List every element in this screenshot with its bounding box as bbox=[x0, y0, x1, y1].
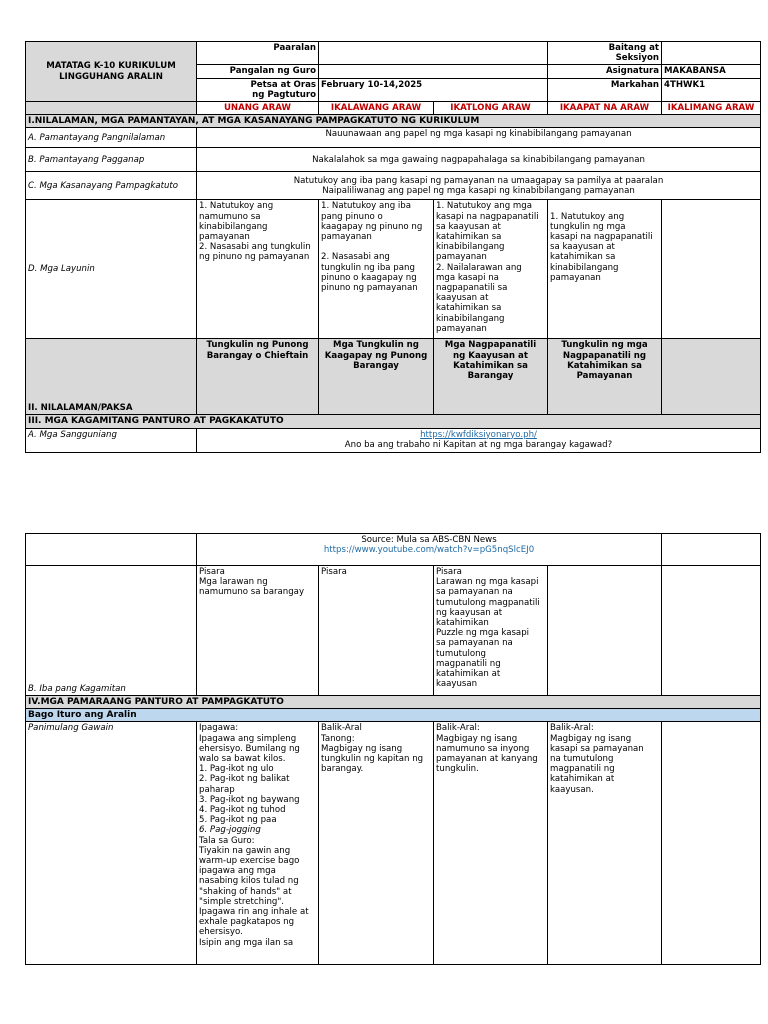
section-3-title: III. MGA KAGAMITANG PANTURO AT PAGKAKATUTO bbox=[26, 415, 761, 428]
guro-label: Pangalan ng Guro bbox=[197, 65, 319, 78]
day-5-header: IKALIMANG ARAW bbox=[662, 102, 761, 115]
lesson-plan-table-page1 bbox=[25, 41, 761, 453]
paksa-day-3: Mga Nagpapanatili ng Kaayusan at Katahimikan sa Barangay bbox=[434, 339, 548, 415]
kagamitan-day-5 bbox=[662, 566, 761, 696]
layunin-day-4: 1. Natutukoy ang tungkulin ng mga kasapi na nagpapanatili sa kaayusan at katahimikan sa kinabibilangang pamayanan bbox=[548, 200, 662, 339]
layunin-day-2: 1. Natutukoy ang iba pang pinuno o kaagapay ng pinuno ng pamayanan 2. Nasasabi ang tungkulin ng iba pang pinuno o kaagapay ng pinuno ng pamayanan bbox=[319, 200, 434, 339]
layunin-day-1: 1. Natutukoy ang namumuno sa kinabibilangang pamayanan 2. Nasasabi ang tungkulin ng pinuno ng pamayanan bbox=[197, 200, 319, 339]
header-title: MATATAG K-10 KURIKULUM LINGGUHANG ARALIN bbox=[26, 42, 197, 102]
pamantayang-pangnilalaman-value: Nauunawaan ang papel ng mga kasapi ng kinabibilangang pamayanan bbox=[197, 128, 761, 148]
iba-pang-kagamitan-label: B. Iba pang Kagamitan bbox=[26, 566, 197, 696]
layunin-label: D. Mga Layunin bbox=[26, 200, 197, 339]
kagamitan-day-4 bbox=[548, 566, 662, 696]
panimula-day-1 bbox=[197, 722, 319, 965]
panimulang-gawain-label: Panimulang Gawain bbox=[26, 722, 197, 965]
guro-value bbox=[319, 65, 548, 78]
pamantayang-pagganap-label: B. Pamantayang Pagganap bbox=[26, 148, 197, 172]
petsa-label: Petsa at Oras ng Pagtuturo bbox=[197, 78, 319, 101]
paksa-day-5 bbox=[662, 339, 761, 415]
kagamitan-day-2: Pisara bbox=[319, 566, 434, 696]
sanggunian-value bbox=[197, 428, 761, 452]
section-4-title: IV.MGA PAMARAANG PANTURO AT PAMPAGKATUTO bbox=[26, 696, 761, 709]
paaralan-value bbox=[319, 42, 548, 65]
panimula-day-1-jogging: 6. Pag-jogging bbox=[199, 825, 261, 836]
asignatura-value: MAKABANSA bbox=[662, 65, 761, 78]
paaralan-label: Paaralan bbox=[197, 42, 319, 65]
day-4-header: IKAAPAT NA ARAW bbox=[548, 102, 662, 115]
day-1-header: UNANG ARAW bbox=[197, 102, 319, 115]
panimula-day-4: Balik-Aral: Magbigay ng isang kasapi sa pamayanan na tumutulong magpanatili ng katahimikan at kaayusan. bbox=[548, 722, 662, 965]
markahan-value: 4THWK1 bbox=[662, 78, 761, 101]
source-text: Source: Mula sa ABS-CBN News bbox=[361, 535, 497, 545]
pamantayang-pagganap-value: Nakalalahok sa mga gawaing nagpapahalaga sa kinabibilangang pamayanan bbox=[197, 148, 761, 172]
panimula-day-2: Balik-Aral Tanong: Magbigay ng isang tungkulin ng kapitan ng barangay. bbox=[319, 722, 434, 965]
kasanayang-pampagkatuto-value: Natutukoy ang iba pang kasapi ng pamayanan na umaagapay sa pamilya at paaralan Naipaliliwanag ang papel ng mga kasapi ng kinabibilangang pamayanan bbox=[197, 172, 761, 200]
kagamitan-day-1: Pisara Mga larawan ng namumuno sa barangay bbox=[197, 566, 319, 696]
layunin-day-5 bbox=[662, 200, 761, 339]
lesson-plan-table-page2 bbox=[25, 533, 761, 965]
kagamitan-day-3: Pisara Larawan ng mga kasapi sa pamayanan na tumutulong magpanatili ng kaayusan at katahimikan Puzzle ng mga kasapi sa pamayanan na tumutulong magpanatili ng katahimikan at kaayusan bbox=[434, 566, 548, 696]
source-cell bbox=[197, 534, 662, 566]
section-2-title: II. NILALAMAN/PAKSA bbox=[26, 339, 197, 415]
baitang-label: Baitang at Seksiyon bbox=[548, 42, 662, 65]
days-row-blank bbox=[26, 102, 197, 115]
layunin-day-3: 1. Natutukoy ang mga kasapi na nagpapanatili sa kaayusan at katahimikan sa kinabibilangang pamayanan 2. Nailalarawan ang mga kasapi na nagpapanatili sa kaayusan at katahimikan sa kinabibilangang pamayanan bbox=[434, 200, 548, 339]
petsa-value: February 10-14,2025 bbox=[319, 78, 548, 101]
sanggunian-text: Ano ba ang trabaho ni Kapitan at ng mga barangay kagawad? bbox=[344, 439, 613, 450]
paksa-day-2: Mga Tungkulin ng Kaagapay ng Punong Barangay bbox=[319, 339, 434, 415]
day-3-header: IKATLONG ARAW bbox=[434, 102, 548, 115]
panimula-day-5 bbox=[662, 722, 761, 965]
kwf-diksiyonaryo-link[interactable]: https://kwfdiksiyonaryo.ph/ bbox=[420, 429, 537, 440]
pamantayang-pangnilalaman-label: A. Pamantayang Pangnilalaman bbox=[26, 128, 197, 148]
panimula-day-3: Balik-Aral: Magbigay ng isang namumuno sa inyong pamayanan at kanyang tungkulin. bbox=[434, 722, 548, 965]
markahan-label: Markahan bbox=[548, 78, 662, 101]
sanggunian-label: A. Mga Sangguniang bbox=[26, 428, 197, 452]
panimula-day-1-note: Tala sa Guro: Tiyakin na gawin ang warm-up exercise bago ipagawa ang mga nasabing kilos tulad ng "shaking of hands" at "simple stretching". Ipagawa rin ang inhale at exhale pagkatapos ng ehersisyo. Isipin ang mga ilan sa bbox=[199, 835, 309, 948]
section-4-subtitle: Bago Ituro ang Aralin bbox=[26, 709, 761, 722]
section-1-title: I.NILALAMAN, MGA PAMANTAYAN, AT MGA KASANAYANG PAMPAGKATUTO NG KURIKULUM bbox=[26, 115, 761, 128]
source-row-blank-end bbox=[662, 534, 761, 566]
kasanayang-pampagkatuto-label: C. Mga Kasanayang Pampagkatuto bbox=[26, 172, 197, 200]
paksa-day-4: Tungkulin ng mga Nagpapanatili ng Katahimikan sa Pamayanan bbox=[548, 339, 662, 415]
day-2-header: IKALAWANG ARAW bbox=[319, 102, 434, 115]
asignatura-label: Asignatura bbox=[548, 65, 662, 78]
source-row-blank bbox=[26, 534, 197, 566]
paksa-day-1: Tungkulin ng Punong Barangay o Chieftain bbox=[197, 339, 319, 415]
youtube-link[interactable]: https://www.youtube.com/watch?v=pG5nqSlcEJ0 bbox=[323, 545, 535, 556]
panimula-day-1-text: Ipagawa: Ipagawa ang simpleng ehersisyo. Bumilang ng walo sa bawat kilos. 1. Pag-ikot ng ulo 2. Pag-ikot ng balikat paharap 3. Pag-ikot ng baywang 4. Pag-ikot ng tuhod 5. Pag-ikot ng paa bbox=[199, 723, 300, 826]
baitang-value bbox=[662, 42, 761, 65]
